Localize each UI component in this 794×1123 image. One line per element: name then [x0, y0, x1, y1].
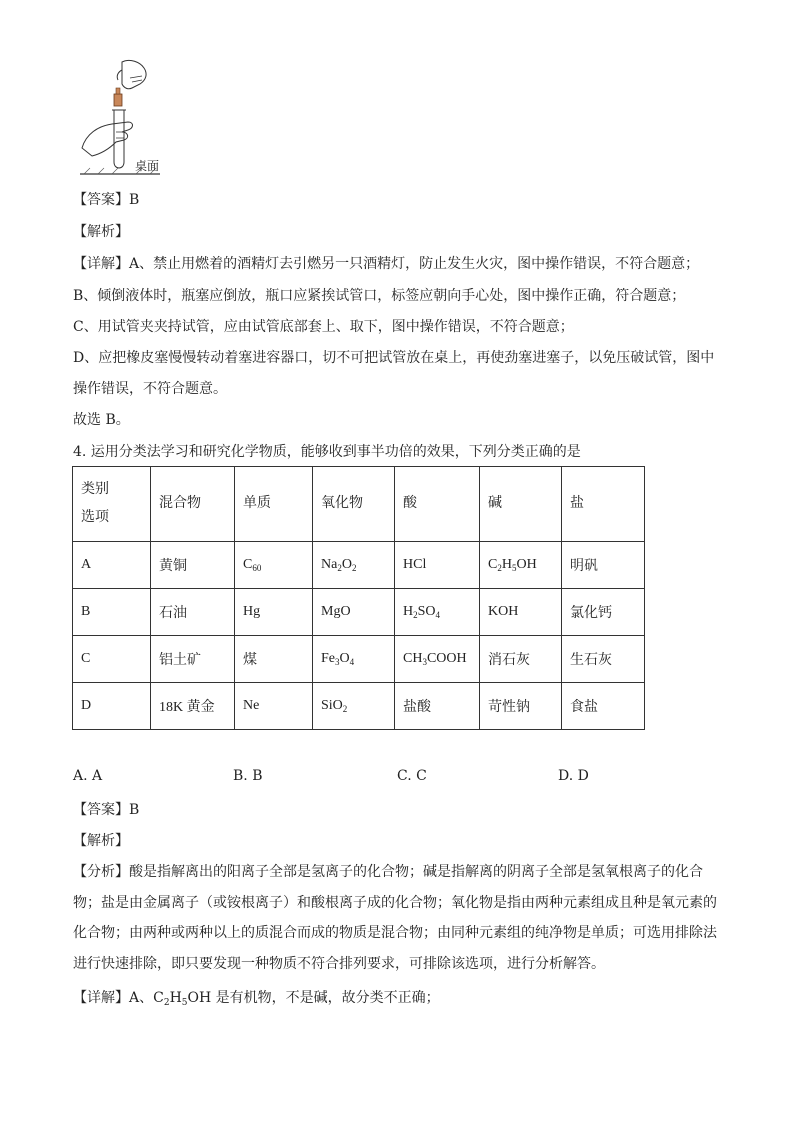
cell-mixture: 18K 黄金 — [151, 683, 235, 730]
cell-base: KOH — [480, 589, 562, 636]
cell-oxide: $Na_2O_2$ — [313, 542, 395, 589]
cell-base: $C_2H_5OH$ — [480, 542, 562, 589]
q3-analysis-tag: 【解析】 — [73, 224, 129, 240]
q3-detail-c: C、用试管夹夹持试管，应由试管底部套上、取下，图中操作错误，不符合题意； — [73, 319, 574, 335]
option-c: C. C — [397, 768, 427, 784]
q3-detail-d-line2: 操作错误，不符合题意。 — [73, 381, 227, 397]
cell-salt: 生石灰 — [562, 636, 645, 683]
cell-oxide: $Fe_3O_4$ — [313, 636, 395, 683]
header-mixture: 混合物 — [151, 467, 235, 542]
cell-acid: $H_2SO_4$ — [395, 589, 480, 636]
option-d: D. D — [558, 768, 589, 784]
detail-tag: 【详解】 — [73, 990, 129, 1006]
q4-stem: 4. 运用分类法学习和研究化学物质，能够收到事半功倍的效果，下列分类正确的是 — [73, 444, 581, 460]
answer-tag: 【答案】 — [73, 802, 129, 818]
cell-mixture: 黄铜 — [151, 542, 235, 589]
q4-analysis-tag: 【解析】 — [73, 833, 129, 849]
desk-label: 桌面 — [135, 159, 160, 173]
cell-oxide: MgO — [313, 589, 395, 636]
cell-acid: 盐酸 — [395, 683, 480, 730]
cell-element: Ne — [235, 683, 313, 730]
stopper-insertion-drawing — [78, 58, 174, 176]
detail-a-text: A、禁止用燃着的酒精灯去引燃另一只酒精灯，防止发生火灾，图中操作错误，不符合题意； — [129, 256, 700, 272]
analysis-text: 酸是指解离出的阳离子全部是氢离子的化合物；碱是指解离的阴离子全部是氢氧根离子的化合物；盐是由金属离子（或铵根离子）和酸根离子成的化合物；氧化物是指由两种元素组成且种是氧元素的化合物；由两种或两种以上的质混合而成的物质是混合物；由同种元素组的纯净物是单质；可选用排除法进行快速排除，即只要发现一种物质不符合排列要求，可排除该选项，进行分析解答。 — [73, 864, 717, 972]
detail-tag: 【详解】 — [73, 256, 129, 272]
q4-options — [73, 768, 633, 788]
cell-base: 苛性钠 — [480, 683, 562, 730]
cell-salt: 氯化钙 — [562, 589, 645, 636]
q4-answer — [73, 800, 139, 820]
row-option: D — [73, 683, 151, 730]
answer-value: B — [129, 802, 140, 818]
corner-top: 类别 — [81, 482, 109, 497]
row-option: B — [73, 589, 151, 636]
q4-detail-a: 【详解】A、$C_2H_5OH$ 是有机物，不是碱，故分类不正确； — [73, 990, 440, 1008]
row-option: C — [73, 636, 151, 683]
cell-element: 煤 — [235, 636, 313, 683]
cell-acid: HCl — [395, 542, 480, 589]
cell-salt: 明矾 — [562, 542, 645, 589]
formula-ethanol: $C_2H_5OH$ — [153, 990, 212, 1008]
table-row — [73, 636, 645, 683]
header-element: 单质 — [235, 467, 313, 542]
header-oxide: 氧化物 — [313, 467, 395, 542]
option-a: A. A — [73, 768, 103, 784]
cell-salt: 食盐 — [562, 683, 645, 730]
corner-bottom: 选项 — [81, 510, 109, 525]
q3-detail-b: B、倾倒液体时，瓶塞应倒放，瓶口应紧挨试管口，标签应朝向手心处，图中操作正确，符合题意； — [73, 288, 686, 304]
q3-answer — [73, 190, 139, 210]
classification-table — [72, 466, 645, 730]
header-acid: 酸 — [395, 467, 480, 542]
table-row — [73, 589, 645, 636]
corner-cell — [73, 467, 151, 542]
answer-value: B — [129, 192, 140, 208]
q3-detail-a — [73, 254, 699, 274]
cell-mixture: 石油 — [151, 589, 235, 636]
header-base: 碱 — [480, 467, 562, 542]
table-row — [73, 542, 645, 589]
option-b: B. B — [233, 768, 263, 784]
row-option: A — [73, 542, 151, 589]
cell-element: $C_{60}$ — [235, 542, 313, 589]
answer-tag: 【答案】 — [73, 192, 129, 208]
cell-element: Hg — [235, 589, 313, 636]
header-salt: 盐 — [562, 467, 645, 542]
table-row — [73, 683, 645, 730]
experiment-illustration — [78, 58, 174, 176]
table-header-row — [73, 467, 645, 542]
cell-acid: $CH_3COOH$ — [395, 636, 480, 683]
q4-analysis-paragraph — [73, 857, 723, 979]
q3-conclusion: 故选 B。 — [73, 412, 130, 428]
analysis-label: 【分析】 — [73, 864, 129, 880]
q3-detail-d-line1: D、应把橡皮塞慢慢转动着塞进容器口，切不可把试管放在桌上，再使劲塞进塞子，以免压破试管，图中 — [73, 350, 715, 366]
cell-base: 消石灰 — [480, 636, 562, 683]
cell-oxide: SiO$_2$ — [313, 683, 395, 730]
cell-mixture: 铝土矿 — [151, 636, 235, 683]
